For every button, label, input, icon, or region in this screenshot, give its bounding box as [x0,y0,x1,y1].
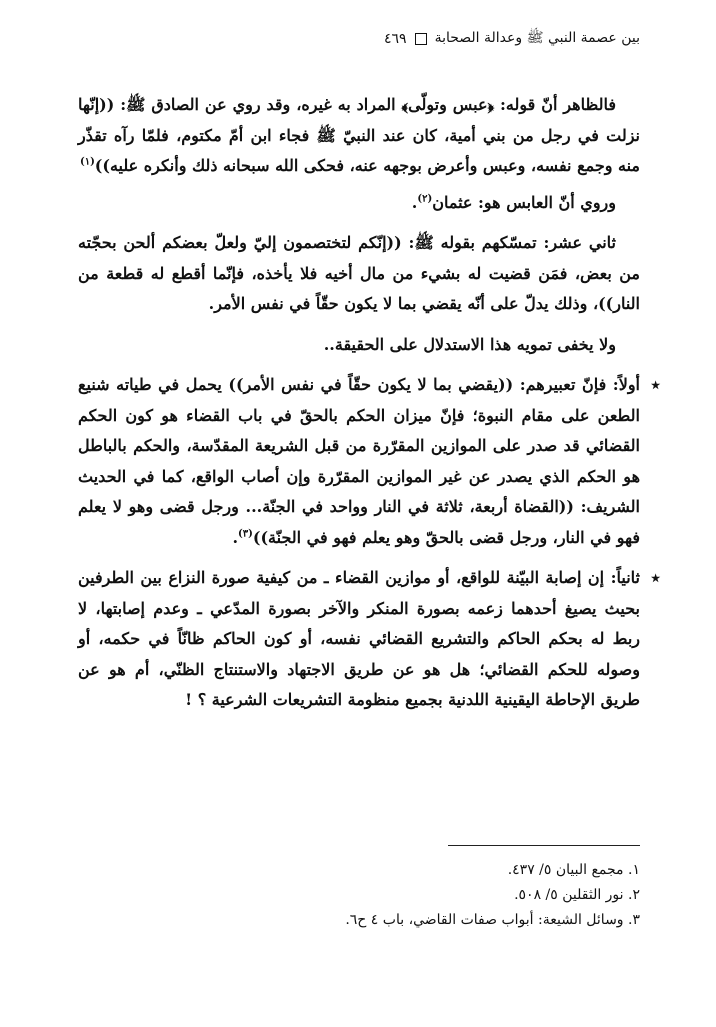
footnote-ref-1: (١) [79,156,95,168]
paragraph-abasa: فالظاهر أنّ قوله: ﴿عبس وتولّى﴾ المراد به غيره، وقد روي عن الصادق ﷺ: ((إنّها نزلت في رجل من بني أمية، كان عند النبيّ ﷺ فجاء ابن أمّ مكتوم، فلمّا رآه تقذّر منه وجمع نفسه، وعبس وأعرض بوجهه عنه، فحكى الله سبحانه ذلك وأنكره عليه))$^{(١)}$ [78,95,640,175]
paragraph-refutation-intro: ولا يخفى تمويه هذا الاستدلال على الحقيقة.. [323,334,616,354]
running-header [76,28,640,50]
footnote-ref-3: (٣) [238,528,253,540]
footnote-2: ٢. نور الثقلين ٥/ ٥٠٨. [514,887,640,903]
main-text [78,90,660,716]
bullet-first: ٭ أولاً: فإنّ تعبيرهم: ((يقضي بما لا يكون حقّاً في نفس الأمر)) يحمل في طياته شنيع الطعن على مقام النبوة؛ فإنّ ميزان الحكم بالحقّ في باب القضاء هو كون الحكم القضائي قد صدر على الموازين المقرّرة من قبل الشريعة المقدّسة، والحكم بالباطل هو الحكم الذي يصدر عن غير الموازين المقرّرة وإن أصاب الواقع، كما في الحديث الشريف: ((القضاة أربعة، ثلاثة في النار وواحد في الجنّة... ورجل قضى وهو لا يعلم فهو في النار، ورجل قضى بالحقّ وهو يعلم فهو في الجنّة))$^{(٣)}$. [78,370,640,553]
asterisk-bullet-icon: ٭ [651,568,660,587]
square-ornament-icon [415,33,427,45]
asterisk-bullet-icon: ٭ [651,375,660,394]
footnotes [345,858,640,933]
page-number: ٤٦٩ [384,31,407,47]
footnote-1: ١. مجمع البيان ٥/ ٤٣٧. [507,862,640,878]
paragraph-twelfth: ثاني عشر: تمسّكهم بقوله ﷺ: ((إنّكم لتختصمون إليّ ولعلّ بعضكم ألحن بحجّته من بعض، فمَن قضيت له بشيء من مال أخيه فلا يأخذه، فإنّما أقطع له قطعة من النار))، وذلك يدلّ على أنّه يقضي بما لا يكون حقّاً في نفس الأمر. [78,233,641,313]
footnote-ref-2: (٢) [417,193,433,205]
paragraph-uthman: وروي أنّ العابس هو: عثمان$^{(٢)}$. [411,192,616,212]
footnote-divider [448,845,640,846]
footnote-3: ٣. وسائل الشيعة: أبواب صفات القاضي، باب ٤ ح٦. [345,912,640,928]
running-title: بين عصمة النبي ﷺ وعدالة الصحابة [434,30,640,46]
bullet-second: ٭ ثانياً: إن إصابة البيّنة للواقع، أو موازين القضاء ـ من كيفية صورة النزاع بين الطرفين بحيث يصيغ أحدهما زعمه بصورة المنكر والآخر بصورة المدّعي ـ وعدم إصابتها، لا ربط له بحكم الحاكم والتشريع القضائي نفسه، أو كون الحاكم ظانّاً في حكمه، أو وصوله للحكم القضائي؛ هل هو عن طريق الاجتهاد والاستنتاج الظنّي، أم هو عن طريق الإحاطة اليقينية اللدنية بجميع منظومة التشريعات الشرعية ؟ ! [78,563,640,716]
